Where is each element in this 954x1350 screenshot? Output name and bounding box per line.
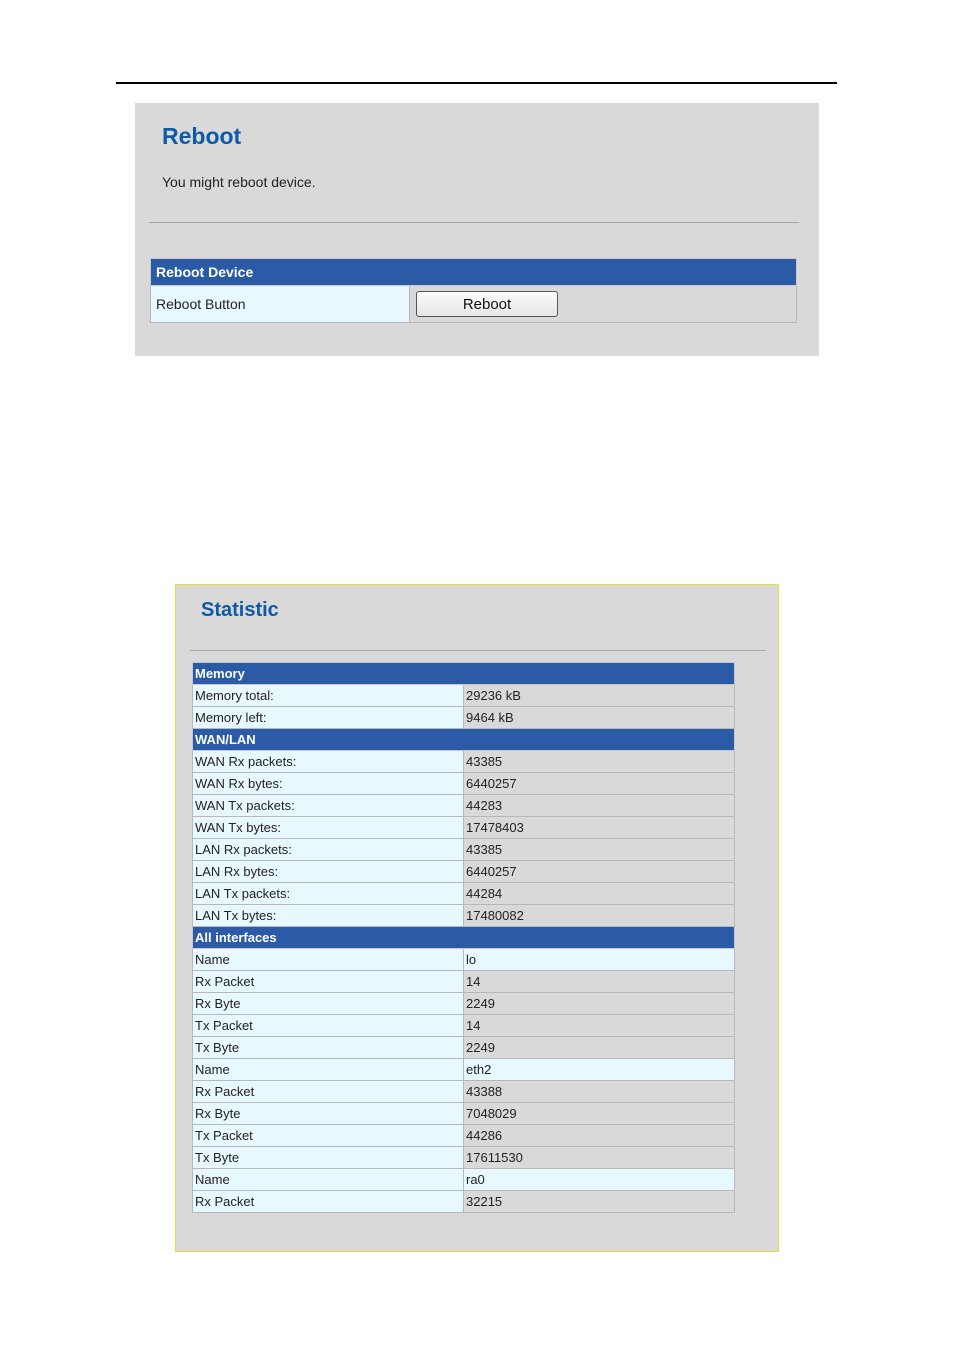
stat-label: Memory total: bbox=[193, 685, 464, 707]
stat-label: WAN Tx packets: bbox=[193, 795, 464, 817]
reboot-button-label: Reboot Button bbox=[151, 286, 410, 323]
stat-value: 9464 kB bbox=[464, 707, 735, 729]
table-row bbox=[193, 1125, 735, 1147]
stat-value: 2249 bbox=[464, 1037, 735, 1059]
table-row bbox=[193, 1191, 735, 1213]
stat-value: 7048029 bbox=[464, 1103, 735, 1125]
table-row bbox=[193, 993, 735, 1015]
table-row bbox=[193, 971, 735, 993]
statistic-panel bbox=[175, 584, 779, 1252]
stat-value: 17478403 bbox=[464, 817, 735, 839]
stat-label: Tx Packet bbox=[193, 1125, 464, 1147]
table-row bbox=[193, 1059, 735, 1081]
table-row bbox=[193, 861, 735, 883]
stat-label: WAN Tx bytes: bbox=[193, 817, 464, 839]
table-row bbox=[193, 1015, 735, 1037]
stat-label: LAN Tx bytes: bbox=[193, 905, 464, 927]
table-row bbox=[193, 1103, 735, 1125]
stat-value: eth2 bbox=[464, 1059, 735, 1081]
stat-label: Memory left: bbox=[193, 707, 464, 729]
reboot-button-row bbox=[151, 286, 797, 323]
table-row bbox=[193, 1169, 735, 1191]
stat-value: 2249 bbox=[464, 993, 735, 1015]
stat-label: WAN Rx packets: bbox=[193, 751, 464, 773]
stat-value: 14 bbox=[464, 1015, 735, 1037]
stat-label: Tx Packet bbox=[193, 1015, 464, 1037]
stat-label: Name bbox=[193, 1169, 464, 1191]
all-interfaces-header: All interfaces bbox=[193, 927, 735, 949]
stat-value: 44284 bbox=[464, 883, 735, 905]
reboot-panel bbox=[135, 103, 819, 356]
stat-label: Rx Byte bbox=[193, 1103, 464, 1125]
reboot-description: You might reboot device. bbox=[162, 174, 316, 190]
table-row bbox=[193, 905, 735, 927]
stat-label: Name bbox=[193, 1059, 464, 1081]
stat-value: 43388 bbox=[464, 1081, 735, 1103]
stat-label: Rx Packet bbox=[193, 1191, 464, 1213]
stat-label: Name bbox=[193, 949, 464, 971]
table-row bbox=[193, 883, 735, 905]
stat-value: 6440257 bbox=[464, 861, 735, 883]
statistic-title: Statistic bbox=[201, 599, 279, 621]
table-row bbox=[193, 1147, 735, 1169]
stat-label: Rx Byte bbox=[193, 993, 464, 1015]
stat-label: WAN Rx bytes: bbox=[193, 773, 464, 795]
stat-value: 17611530 bbox=[464, 1147, 735, 1169]
table-row bbox=[193, 817, 735, 839]
stat-value: lo bbox=[464, 949, 735, 971]
stat-label: LAN Tx packets: bbox=[193, 883, 464, 905]
stat-value: 44283 bbox=[464, 795, 735, 817]
table-row bbox=[193, 1037, 735, 1059]
table-row bbox=[193, 707, 735, 729]
reboot-device-table bbox=[150, 258, 797, 323]
stat-label: Tx Byte bbox=[193, 1147, 464, 1169]
reboot-button-cell bbox=[410, 286, 797, 323]
wan-lan-header: WAN/LAN bbox=[193, 729, 735, 751]
statistic-divider bbox=[190, 650, 766, 651]
reboot-device-header: Reboot Device bbox=[151, 259, 797, 286]
stat-label: Rx Packet bbox=[193, 1081, 464, 1103]
stat-value: 14 bbox=[464, 971, 735, 993]
table-row bbox=[193, 795, 735, 817]
reboot-title: Reboot bbox=[162, 123, 242, 149]
stat-label: LAN Rx bytes: bbox=[193, 861, 464, 883]
stat-value: 29236 kB bbox=[464, 685, 735, 707]
stat-value: ra0 bbox=[464, 1169, 735, 1191]
memory-header: Memory bbox=[193, 663, 735, 685]
stat-value: 44286 bbox=[464, 1125, 735, 1147]
stat-label: Tx Byte bbox=[193, 1037, 464, 1059]
stat-value: 17480082 bbox=[464, 905, 735, 927]
table-row bbox=[193, 773, 735, 795]
table-row bbox=[193, 1081, 735, 1103]
top-rule bbox=[116, 82, 837, 84]
table-row bbox=[193, 685, 735, 707]
stat-value: 6440257 bbox=[464, 773, 735, 795]
table-row bbox=[193, 839, 735, 861]
stat-value: 43385 bbox=[464, 839, 735, 861]
table-row bbox=[193, 949, 735, 971]
reboot-button[interactable]: Reboot bbox=[416, 291, 558, 317]
stat-label: Rx Packet bbox=[193, 971, 464, 993]
stat-label: LAN Rx packets: bbox=[193, 839, 464, 861]
table-row bbox=[193, 751, 735, 773]
statistic-table bbox=[192, 662, 735, 1213]
reboot-divider bbox=[149, 222, 799, 223]
stat-value: 32215 bbox=[464, 1191, 735, 1213]
stat-value: 43385 bbox=[464, 751, 735, 773]
